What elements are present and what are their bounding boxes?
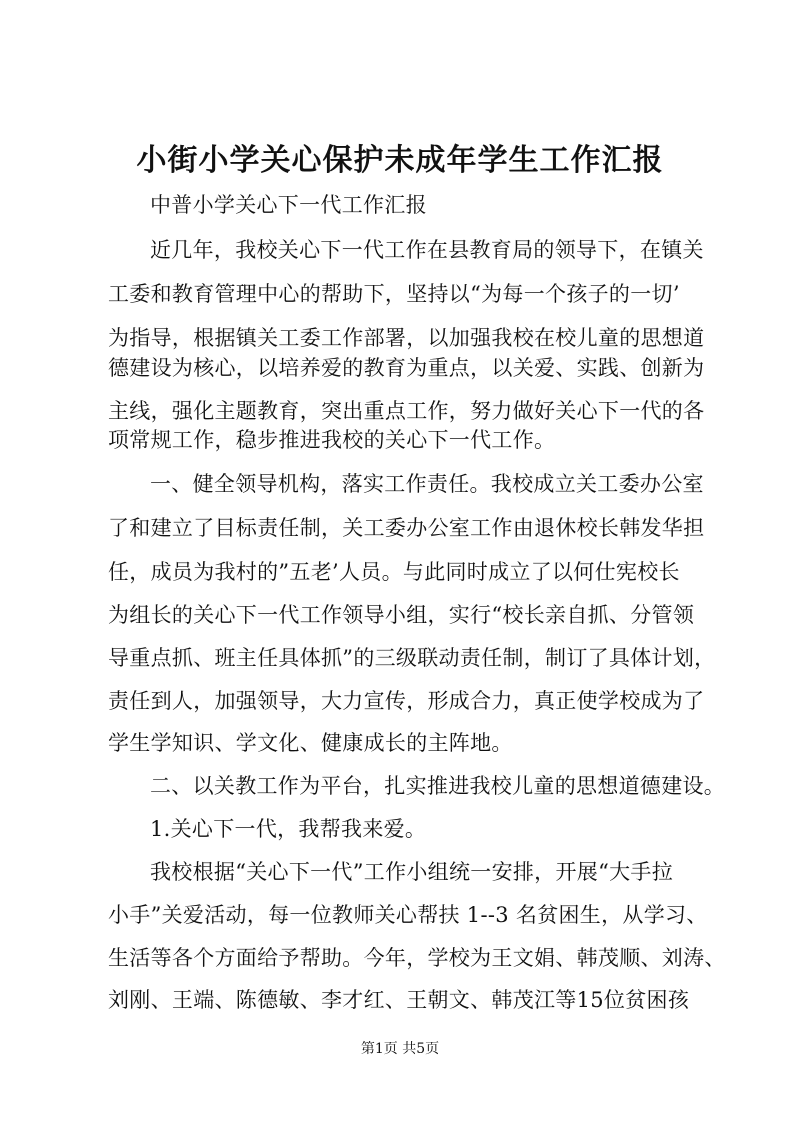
body-line: 小手”关爱活动，每一位教师关心帮扶 1--3 名贫困生，从学习、 — [108, 903, 708, 927]
body-line: 工委和教育管理中心的帮助下，坚持以“为每一个孩子的一切’ — [108, 282, 680, 306]
body-line: 我校根据“关心下一代”工作小组统一安排，开展“大手拉 — [150, 860, 674, 884]
body-line: 主线，强化主题教育，突出重点工作，努力做好关心下一代的各 — [108, 399, 705, 423]
body-line: 近几年，我校关心下一代工作在县教育局的领导下，在镇关 — [150, 238, 704, 262]
body-line: 学生学知识、学文化、健康成长的主阵地。 — [108, 731, 513, 755]
body-line: 任，成员为我村的”五老’人员。与此同时成立了以何仕宪校长 — [108, 560, 680, 584]
body-line: 一、健全领导机构，落实工作责任。我校成立关工委办公室 — [150, 472, 704, 496]
body-line: 项常规工作，稳步推进我校的关心下一代工作。 — [108, 428, 556, 452]
body-line: 刘刚、王端、陈德敏、李才红、王朝文、韩茂江等15位贫困孩 — [108, 988, 690, 1012]
body-line: 1.关心下一代，我帮我来爱。 — [150, 817, 427, 841]
body-line: 责任到人，加强领导，大力宣传，形成合力，真正使学校成为了 — [108, 689, 705, 713]
body-line: 德建设为核心，以培养爱的教育为重点，以关爱、实践、创新为 — [108, 356, 705, 380]
page-footer: 第1页 共5页 — [360, 1041, 440, 1057]
body-line: 了和建立了目标责任制，关工委办公室工作由退休校长韩发华担 — [108, 516, 705, 540]
body-line: 生活等各个方面给予帮助。今年，学校为王文娟、韩茂顺、刘涛、 — [108, 946, 726, 970]
body-line: 二、以关教工作为平台，扎实推进我校儿童的思想道德建设。 — [150, 774, 726, 798]
subtitle-line: 中普小学关心下一代工作汇报 — [150, 193, 427, 217]
document-title: 小街小学关心保护未成年学生工作汇报 — [136, 143, 664, 178]
body-line: 为指导，根据镇关工委工作部署，以加强我校在校儿童的思想道 — [108, 326, 705, 350]
body-line: 为组长的关心下一代工作领导小组，实行“校长亲自抓、分管领 — [108, 603, 695, 627]
body-line: 导重点抓、班主任具体抓”的三级联动责任制，制订了具体计划， — [108, 646, 716, 670]
